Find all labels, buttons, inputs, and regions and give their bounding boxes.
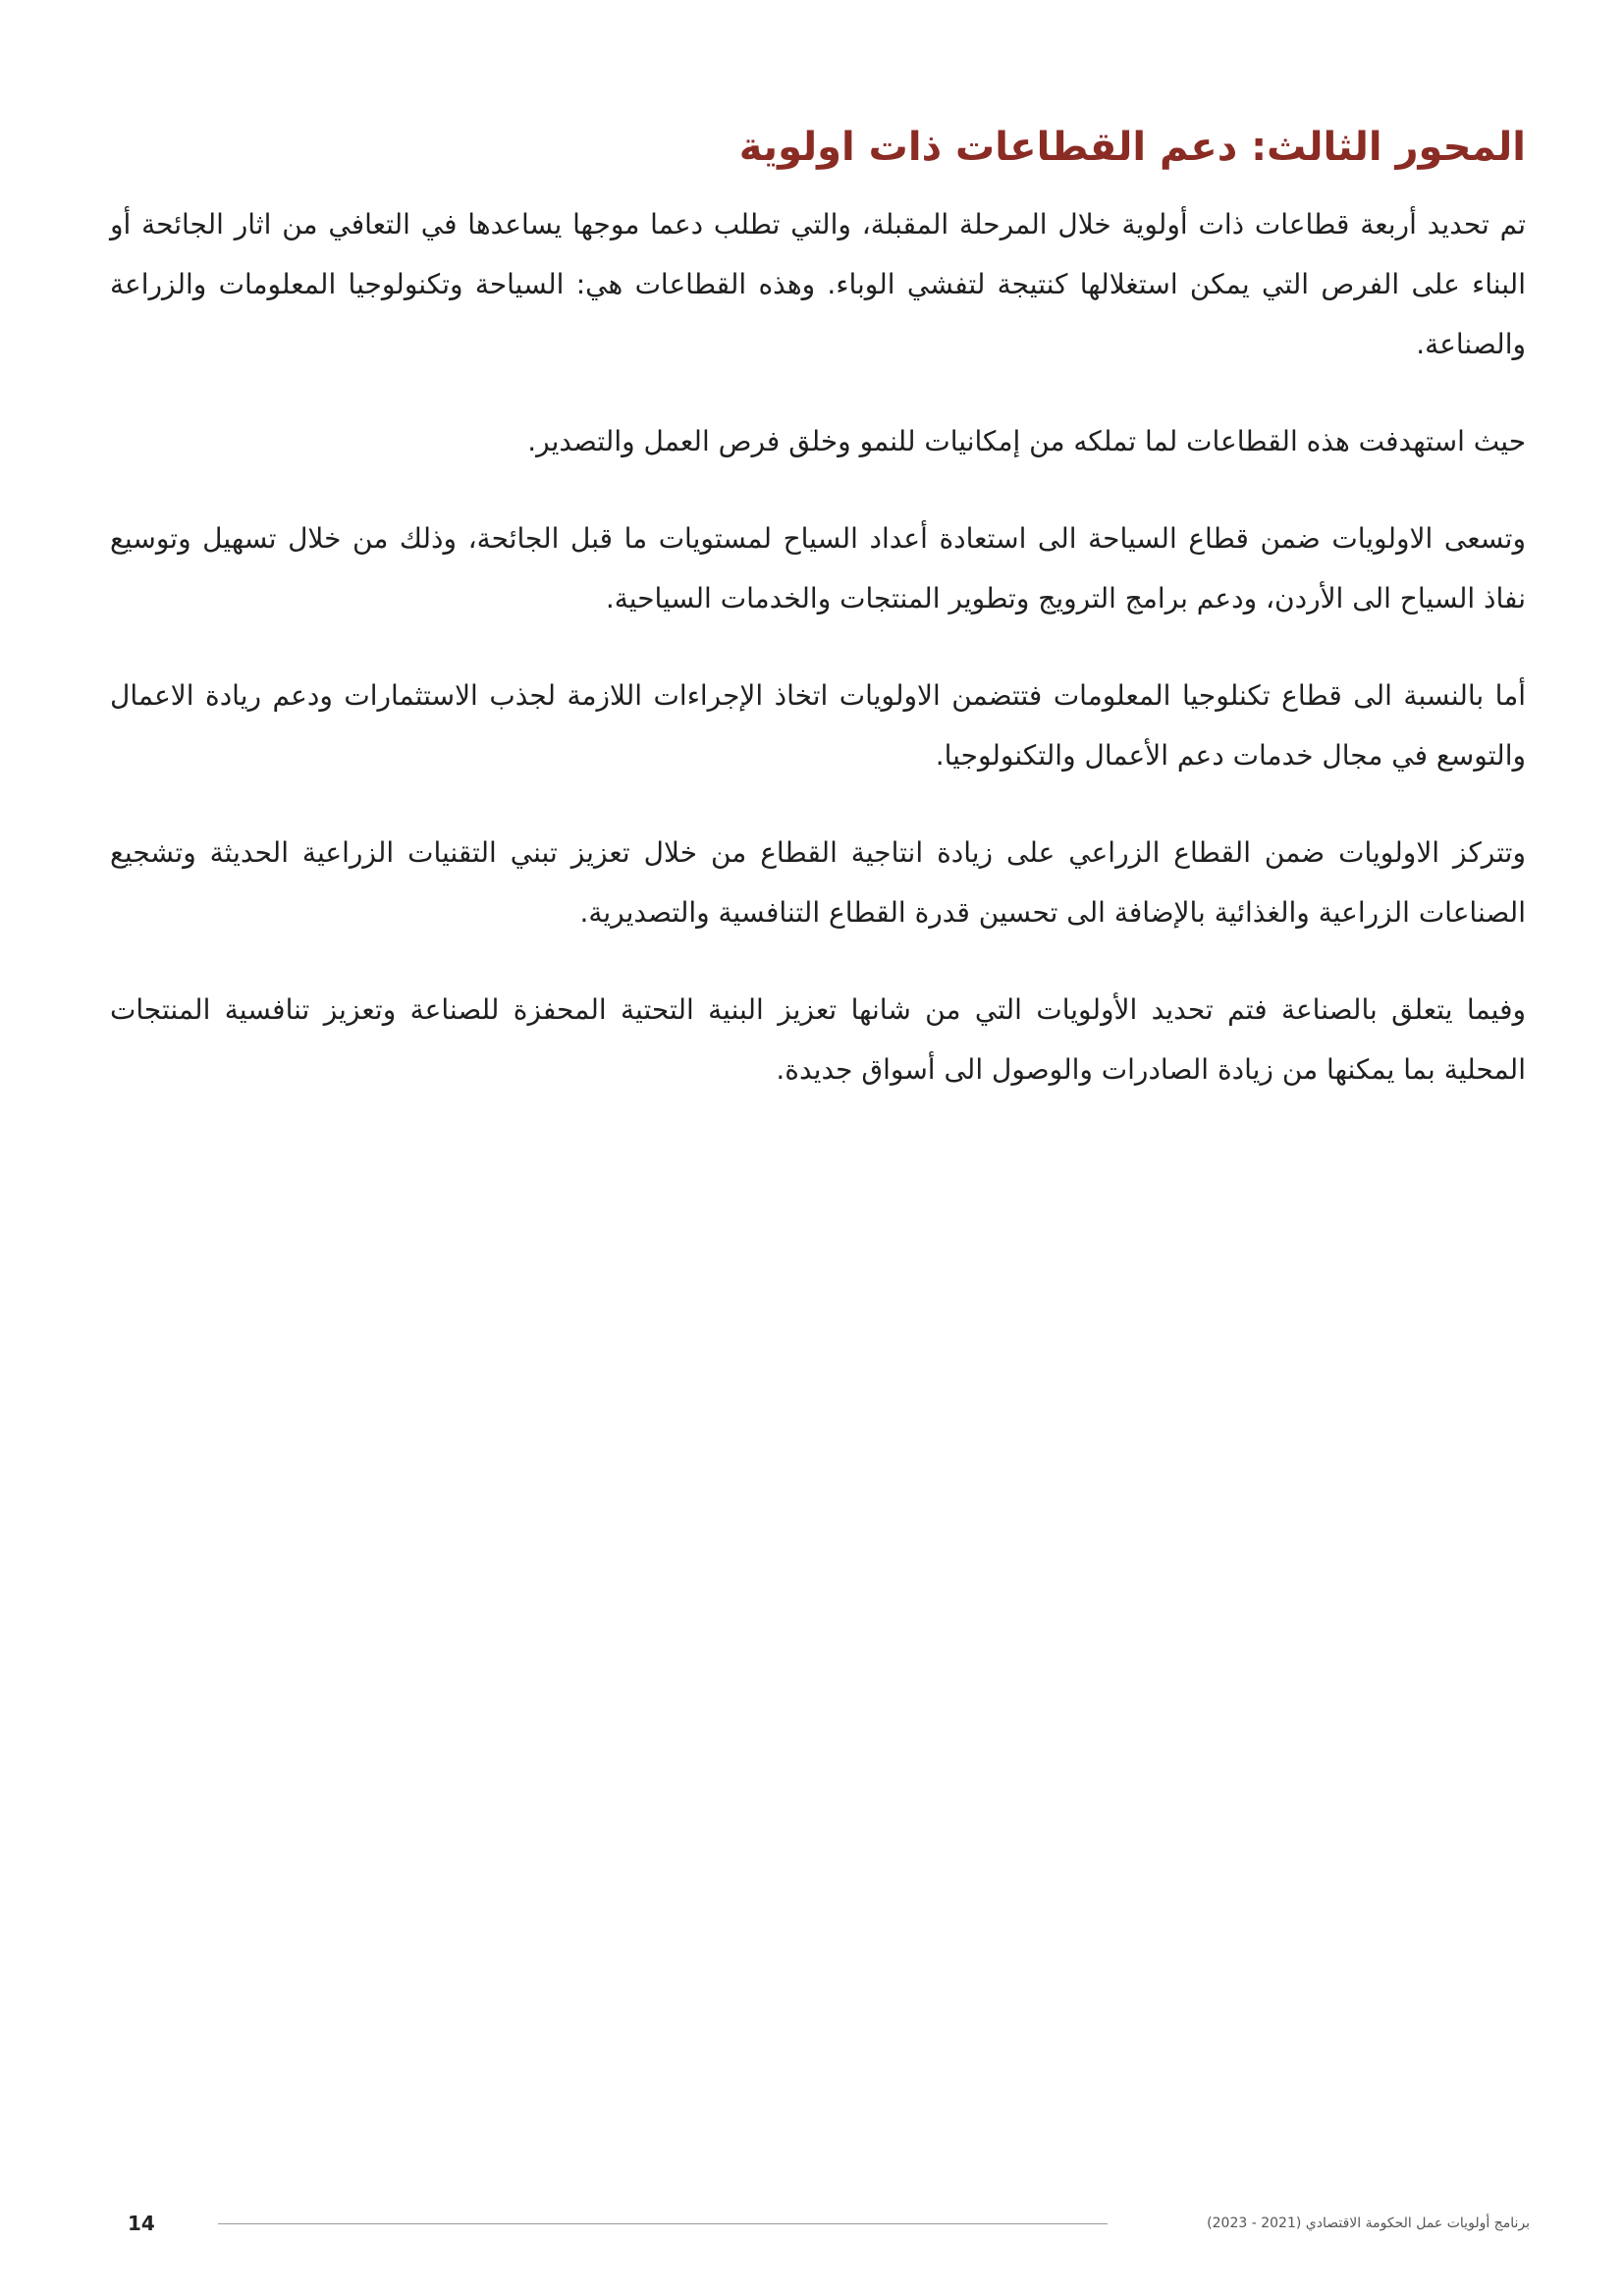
footer-divider — [218, 2223, 1108, 2224]
footer-title: برنامج أولويات عمل الحكومة الاقتصادي (2021 - 2023) — [1207, 2216, 1530, 2231]
page-footer — [128, 2209, 1530, 2238]
paragraph-priority-sectors: تم تحديد أربعة قطاعات ذات أولوية خلال المرحلة المقبلة، والتي تطلب دعما موجها يساعدها في التعافي من اثار الجائحة أو البناء على الفرص التي يمكن استغلالها كنتيجة لتفشي الوباء. وهذه القطاعات هي: السياحة وتكنولوجيا المعلومات والزراعة والصناعة. — [110, 208, 1526, 360]
page-content — [110, 118, 1526, 1137]
section-heading: المحور الثالث: دعم القطاعات ذات اولوية — [738, 125, 1526, 170]
paragraph-targeting-reason: حيث استهدفت هذه القطاعات لما تملكه من إمكانيات للنمو وخلق فرص العمل والتصدير. — [527, 425, 1526, 457]
page-number: 14 — [128, 2212, 155, 2235]
paragraph-tourism: وتسعى الاولويات ضمن قطاع السياحة الى استعادة أعداد السياح لمستويات ما قبل الجائحة، وذلك من خلال تسهيل وتوسيع نفاذ السياح الى الأردن، ودعم برامج الترويج وتطوير المنتجات والخدمات السياحية. — [110, 522, 1526, 614]
paragraph-ict: أما بالنسبة الى قطاع تكنلوجيا المعلومات فتتضمن الاولويات اتخاذ الإجراءات اللازمة لجذب الاستثمارات ودعم ريادة الاعمال والتوسع في مجال خدمات دعم الأعمال والتكنولوجيا. — [110, 679, 1526, 772]
paragraph-agriculture: وتتركز الاولويات ضمن القطاع الزراعي على زيادة انتاجية القطاع من خلال تعزيز تبني التقنيات الزراعية الحديثة وتشجيع الصناعات الزراعية والغذائية بالإضافة الى تحسين قدرة القطاع التنافسية والتصديرية. — [110, 836, 1526, 929]
paragraph-industry: وفيما يتعلق بالصناعة فتم تحديد الأولويات التي من شانها تعزيز البنية التحتية المحفزة للصناعة وتعزيز تنافسية المنتجات المحلية بما يمكنها من زيادة الصادرات والوصول الى أسواق جديدة. — [110, 993, 1526, 1086]
